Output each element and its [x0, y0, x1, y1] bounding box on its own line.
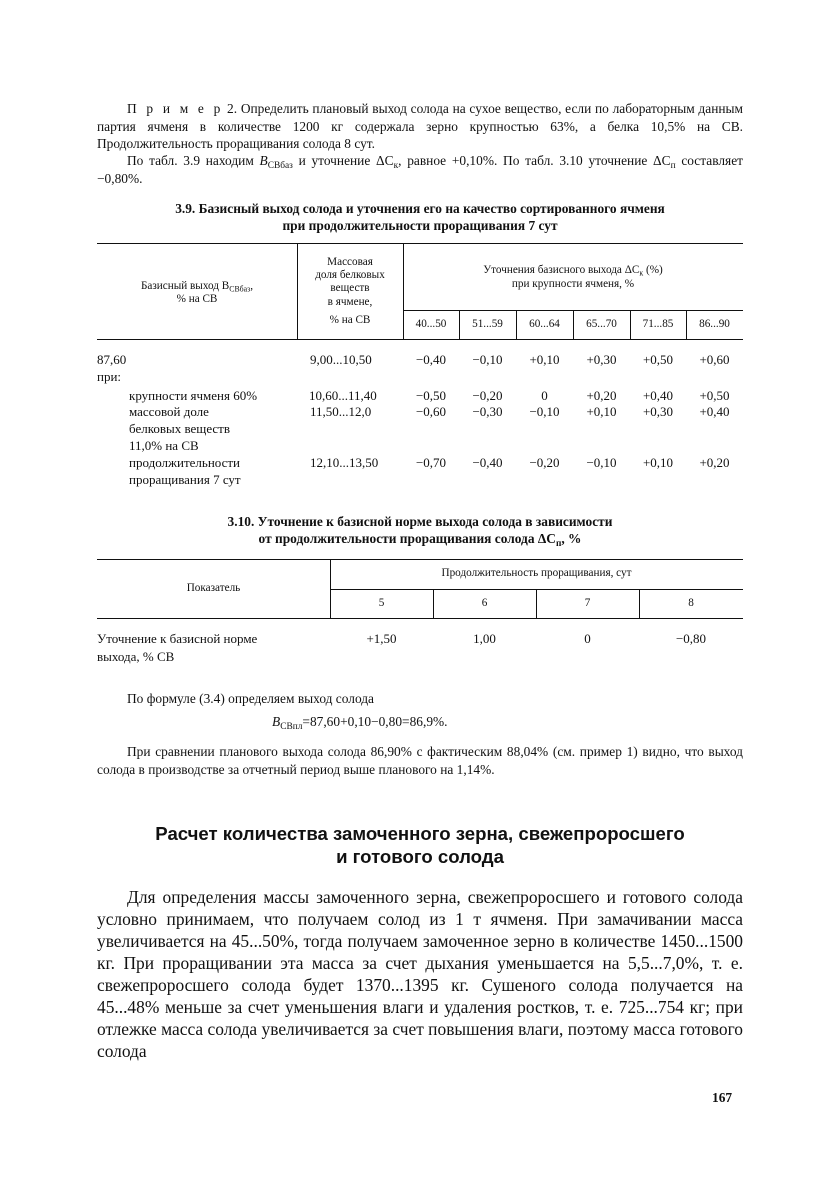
table-cell: +0,20: [586, 388, 617, 403]
table-row-label: крупности ячменя 60%: [129, 388, 258, 403]
table-cell: −0,80: [675, 631, 707, 646]
table-cell: −0,40: [472, 455, 503, 470]
caption-3-10-text: от продолжительности проращивания солода ΔC: [258, 531, 556, 546]
head-size-range: 60...64: [529, 318, 560, 330]
head-refinement-text: Уточнения базисного выхода ΔC: [483, 264, 640, 276]
head-size-range: 71...85: [642, 318, 674, 330]
head-base-yield-text: Базисный выход B: [140, 280, 230, 292]
table-cell: −0,70: [415, 455, 447, 470]
table-cell: +0,50: [642, 352, 674, 367]
table-3-9-caption-line1: 3.9. Базисный выход солода и уточнения его на качество сортированного ячменя: [175, 201, 665, 216]
p-subscript: п: [670, 160, 676, 171]
table-3-10-head-rule: [97, 618, 743, 619]
table-cell: 0: [584, 631, 591, 646]
table-row-label: массовой доле: [129, 404, 209, 419]
table-cell-protein: 10,60...11,40: [309, 388, 377, 403]
table-cell-protein: 9,00...10,50: [310, 352, 372, 367]
comparison-paragraph: При сравнении планового выхода солода 86,90% с фактическим 88,04% (см. пример 1) видно, что выход солода в производстве за отчетный период выше планового на 1,14%.: [97, 744, 743, 777]
table-3-9-head-rule: [97, 339, 743, 340]
section-title-line2: и готового солода: [336, 846, 504, 867]
section-title-line1: Расчет количества замоченного зерна, свежепроросшего: [155, 823, 685, 844]
head-protein-line: доля белковых: [315, 269, 385, 281]
table-cell: 0: [541, 388, 548, 403]
table-cell: 1,00: [473, 631, 496, 646]
head-protein-line: % на СВ: [329, 314, 371, 326]
table-cell: −0,50: [415, 388, 447, 403]
head-base-yield-comma: ,: [250, 280, 254, 292]
table-row-label: проращивания 7 сут: [129, 472, 241, 487]
formula-subscript: СВпл: [280, 721, 303, 732]
head-protein-line: веществ: [330, 282, 370, 294]
table-cell-protein: 12,10...13,50: [310, 455, 379, 470]
head-base-yield-subscript: СВбаз: [229, 284, 251, 294]
table-3-10-head-group: Продолжительность проращивания, сут: [441, 567, 632, 579]
table-cell: +0,20: [699, 455, 730, 470]
example-lead: П р и м е р: [127, 101, 224, 116]
table-cell: +0,30: [586, 352, 617, 367]
table-cell: +0,40: [699, 404, 730, 419]
head-day: 5: [378, 597, 385, 609]
caption-3-10-unit: , %: [561, 531, 582, 546]
table-cell: −0,40: [415, 352, 447, 367]
table-cell: −0,20: [472, 388, 503, 403]
table-cell: +0,30: [642, 404, 674, 419]
table-3-10-caption-line1: 3.10. Уточнение к базисной норме выхода солода в зависимости: [227, 514, 613, 529]
table-cell: −0,10: [529, 404, 560, 419]
table-cell: +0,40: [642, 388, 674, 403]
base-yield-subscript: СВбаз: [267, 160, 293, 171]
table-row-label: Уточнение к базисной норме: [97, 631, 258, 646]
head-refinement-title: [403, 264, 743, 277]
table-cell: −0,30: [472, 404, 503, 419]
head-refinement-unit: (%): [643, 264, 663, 276]
example-text: 2. Определить плановый выход солода на сухое вещество, если по лабораторным данным партия ячменя в количестве 1200 кг содержала зерно крупностью 63%, а белка 10,5% на СВ. Продолжительность проращивания солода 8 сут.: [97, 101, 743, 152]
table-3-10-top-rule: [97, 559, 743, 560]
base-yield-symbol: B: [259, 153, 268, 168]
table-cell: +0,10: [586, 404, 617, 419]
table-row-label: 11,0% на СВ: [129, 438, 199, 453]
lookup-text-b: и уточнение ΔC: [292, 153, 394, 168]
formula-symbol: B: [272, 714, 281, 729]
formula-intro: По формуле (3.4) определяем выход солода: [127, 691, 375, 706]
head-size-range: 51...59: [472, 318, 503, 330]
head-size-range: 86...90: [699, 318, 730, 330]
table-cell: −0,10: [586, 455, 617, 470]
head-size-range: 65...70: [586, 318, 617, 330]
table-cell: +1,50: [366, 631, 397, 646]
section-body: Для определения массы замоченного зерна, свежепроросшего и готового солода условно принимаем, что получаем солод из 1 т ячменя. При замачивании масса увеличивается на 45...50%, тогда получаем замоченное зерно в количестве 1450...1500 кг. При проращивании эта масса за счет дыхания уменьшается на 5,5...7,0%, т. е. свежепроросшего солода будет 1370...1395 кг. Сушеного солода получается на 45...48% меньше за счет уменьшения влаги и удаления ростков, т. е. 725...754 кг; при отлежке масса солода увеличивается за счет повышения влаги, поэтому масса готового солода: [97, 887, 743, 1061]
formula: [272, 714, 448, 730]
table-cell: +0,10: [642, 455, 674, 470]
table-row-label: выхода, % СВ: [97, 649, 175, 664]
table-3-10-caption-line2: [97, 530, 743, 547]
page-number: 167: [712, 1090, 733, 1105]
table-cell: −0,10: [472, 352, 503, 367]
table-row-label: 87,60: [97, 352, 127, 367]
formula-expression: =87,60+0,10−0,80=86,9%.: [302, 714, 448, 729]
lookup-text-d: составляет −0,80%.: [97, 153, 743, 186]
k-subscript: к: [393, 160, 399, 171]
table-3-9-top-rule: [97, 243, 743, 244]
table-cell: −0,60: [415, 404, 447, 419]
caption-3-10-subscript: п: [555, 538, 562, 549]
table-3-10-head-indicator: Показатель: [186, 582, 241, 594]
head-day: 6: [481, 597, 488, 609]
head-day: 8: [688, 597, 694, 609]
table-3-9-head-unit: % на СВ: [176, 293, 218, 305]
head-day: 7: [584, 597, 591, 609]
table-cell: +0,10: [529, 352, 560, 367]
table-cell: +0,60: [699, 352, 730, 367]
table-row-label: продолжительности: [129, 455, 241, 470]
table-cell: +0,50: [699, 388, 730, 403]
lookup-text-a: По табл. 3.9 находим: [127, 153, 260, 168]
table-3-9-caption-line2: при продолжительности проращивания 7 сут: [282, 218, 558, 233]
lookup-text-c: , равное +0,10%. По табл. 3.10 уточнение ΔC: [398, 153, 671, 168]
table-cell: −0,20: [529, 455, 560, 470]
head-refinement-subscript: к: [639, 268, 644, 278]
table-row-label-pri: при:: [97, 369, 122, 384]
table-row-label: белковых веществ: [129, 421, 231, 436]
head-size-range: 40...50: [415, 318, 447, 330]
table-cell-protein: 11,50...12,0: [310, 404, 372, 419]
example-lookup-paragraph: [97, 152, 743, 187]
head-protein-line: Массовая: [327, 256, 373, 268]
table-3-9-head-base-yield: [97, 280, 297, 293]
example-paragraph: [97, 100, 743, 153]
head-protein-line: в ячмене,: [327, 296, 373, 308]
head-refinement-line2: при крупности ячменя, %: [511, 278, 635, 290]
